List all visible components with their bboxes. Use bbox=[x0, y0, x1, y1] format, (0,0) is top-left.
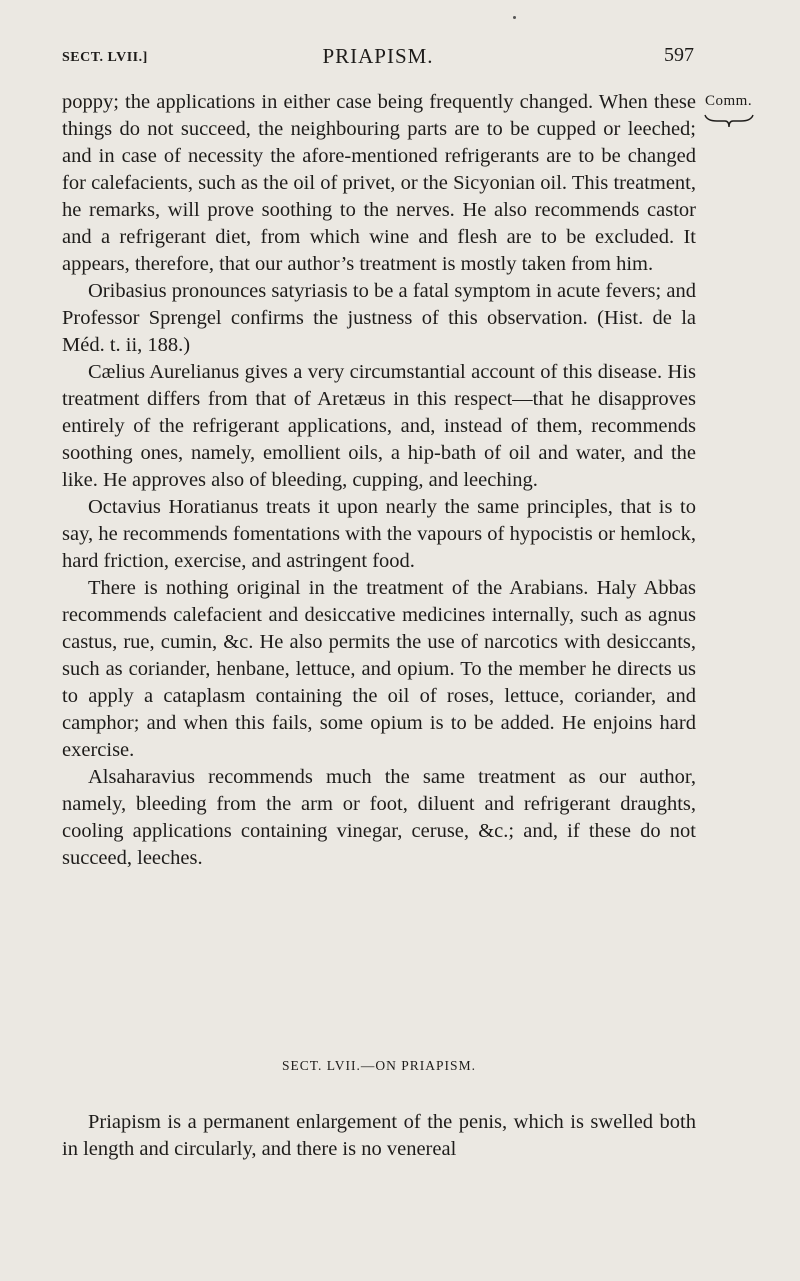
paragraph-2: Oribasius pronounces satyriasis to be a fatal symptom in acute fevers; and Professor Sprengel confirms the justness of this observation. (Hist. de la Méd. t. ii, 188.) bbox=[62, 280, 696, 356]
page-number: 597 bbox=[664, 44, 694, 66]
paragraph-5: There is nothing original in the treatment of the Arabians. Haly Abbas recommends calefacient and desiccative medicines internally, such as agnus castus, rue, cumin, &c. He also permits the use of narcotics with desiccants, such as coriander, henbane, lettuce, and opium. To the member he directs us to apply a cataplasm containing the oil of roses, lettuce, coriander, and camphor; and when this fails, some opium is to be added. He enjoins hard exercise. bbox=[62, 577, 696, 761]
paragraph-6: Alsaharavius recommends much the same treatment as our author, namely, bleeding from the arm or foot, diluent and refrigerant draughts, cooling applications containing vinegar, ceruse, &c.; and, if these do not succeed, leeches. bbox=[62, 766, 696, 869]
running-head bbox=[62, 44, 694, 74]
section-heading: SECT. LVII.—ON PRIAPISM. bbox=[282, 1058, 476, 1073]
paragraph-4: Octavius Horatianus treats it upon nearly the same principles, that is to say, he recommends fomentations with the vapours of hypocistis or hemlock, hard friction, exercise, and astringent food. bbox=[62, 496, 696, 572]
running-head-title: PRIAPISM. bbox=[322, 44, 434, 68]
brace-icon bbox=[703, 113, 755, 129]
running-head-section: SECT. LVII.] bbox=[62, 50, 148, 65]
body-text-section-lvii bbox=[62, 1109, 696, 1163]
paragraph-3: Cælius Aurelianus gives a very circumstantial account of this disease. His treatment differs from that of Aretæus in this respect—that he disapproves entirely of the refrigerant applications, and, instead of them, recommends soothing ones, namely, emollient oils, a hip-bath of oil and water, and the like. He approves also of bleeding, cupping, and leeching. bbox=[62, 361, 696, 491]
paragraph-7: Priapism is a permanent enlargement of the penis, which is swelled both in length and circularly, and there is no venereal bbox=[62, 1111, 696, 1160]
side-note-comm: Comm. bbox=[705, 93, 753, 109]
ink-speck bbox=[513, 16, 516, 19]
body-text bbox=[62, 89, 696, 872]
paragraph-1: poppy; the applications in either case being frequently changed. When these things do not succeed, the neighbouring parts are to be cupped or leeched; and in case of necessity the afore-mentioned refrigerants are to be changed for calefacients, such as the oil of privet, or the Sicyonian oil. This treatment, he remarks, will prove soothing to the nerves. He also recommends castor and a refrigerant diet, from which wine and flesh are to be excluded. It appears, therefore, that our author’s treatment is mostly taken from him. bbox=[62, 91, 696, 275]
